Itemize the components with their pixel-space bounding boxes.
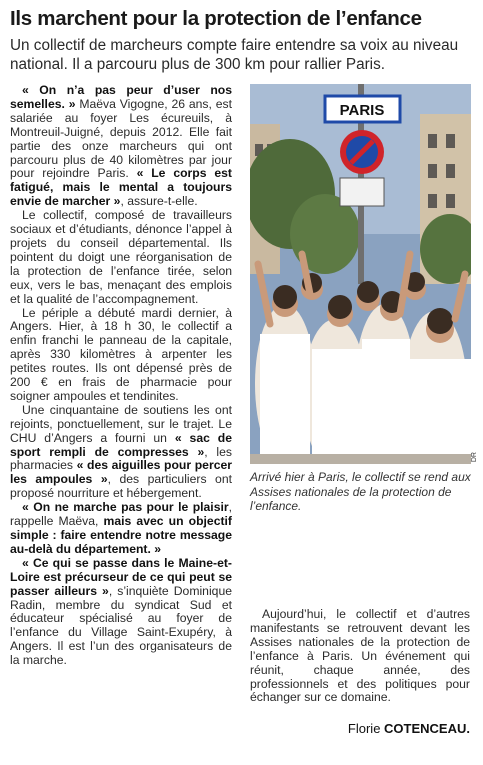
paragraph — [10, 404, 232, 501]
quote: mais avec un objectif simple : faire entendre notre message au-delà du département. » — [10, 514, 232, 556]
text: Une cinquantaine de soutiens les ont rejoints, ponctuellement, sur le trajet. Le CHU d’Angers a fourni un — [10, 402, 232, 445]
article-body-left — [10, 84, 232, 668]
text: , s’inquiète Dominique Radin, membre du syndicat Sud et éducateur spécialisé au foyer de l’enfance du Village Saint-Exupéry, à Angers. Il est l’un des organisateurs de la marche. — [10, 583, 232, 668]
text: , assure-t-elle. — [120, 194, 198, 209]
paragraph: Aujourd’hui, le collectif et d’autres manifestants se retrouvent devant les Assises nationales de la protection de l’enfance à Paris. Un événement qui réunit, chaque année, des professionnels et des politiques pour échanger sur ce domaine. — [250, 607, 470, 705]
quote: « Le corps est fatigué, mais le mental a toujours envie de marcher » — [10, 166, 232, 209]
group-photo — [250, 84, 471, 464]
text: Maëva Vigogne, 26 ans, est salariée au foyer Les écureuils, à Montreuil-Juigné, depuis 2012. Elle fait partie des onze marcheurs qui ont parcouru plus de 40 kilomètres par jour pour rejoindre Paris. — [10, 96, 232, 181]
paragraph — [10, 557, 232, 668]
quote: « sac de sport rempli de compresses » — [10, 430, 233, 459]
byline — [300, 721, 470, 736]
paragraph — [10, 84, 232, 209]
text: , des particuliers ont proposé nourriture et hébergement. — [10, 472, 232, 501]
paragraph: Le périple a débuté mardi dernier, à Angers. Hier, à 18 h 30, le collectif a enfin franchi le panneau de la capitale, après 330 kilomètres à arpenter les petites routes. Ils ont dépensé près de 200 € en frais de pharmacie pour soigner ampoules et tendinites. — [10, 305, 232, 403]
text: , rappelle Maëva, — [10, 500, 232, 529]
quote: « On n’a pas peur d’user nos semelles. » — [10, 83, 232, 111]
quote: « des aiguilles pour percer les ampoules » — [10, 458, 232, 487]
sign-text: PARIS — [339, 102, 385, 119]
photo-credit: DR — [471, 452, 478, 463]
author-first-name: Florie — [347, 721, 385, 736]
paragraph: Le collectif, composé de travailleurs sociaux et d’étudiants, dénonce l’appel à projets du conseil départemental. Ils pointent du doigt une réorganisation de la protection de l’enfance tirée, selon eux, vers le bas, menaçant des emplois et la qualité de l’accompagnement. — [10, 208, 232, 306]
author-last-name: COTENCEAU. — [384, 721, 470, 736]
headline: Ils marchent pour la protection de l’enfance — [10, 7, 422, 30]
quote: « Ce qui se passe dans le Maine-et-Loire est précurseur de ce qui peut se passer ailleurs » — [10, 555, 232, 598]
photo-caption: Arrivé hier à Paris, le collectif se rend aux Assises nationales de la protection de l’enfance. — [250, 470, 471, 513]
text: , les pharmacies — [10, 444, 232, 473]
article-body-right — [250, 608, 470, 705]
quote: « On ne marche pas pour le plaisir — [22, 500, 229, 515]
photo-illustration — [250, 84, 471, 464]
standfirst: Un collectif de marcheurs compte faire entendre sa voix au niveau national. Il a parcouru plus de 300 km pour rallier Paris. — [10, 37, 459, 73]
paragraph — [10, 501, 232, 557]
